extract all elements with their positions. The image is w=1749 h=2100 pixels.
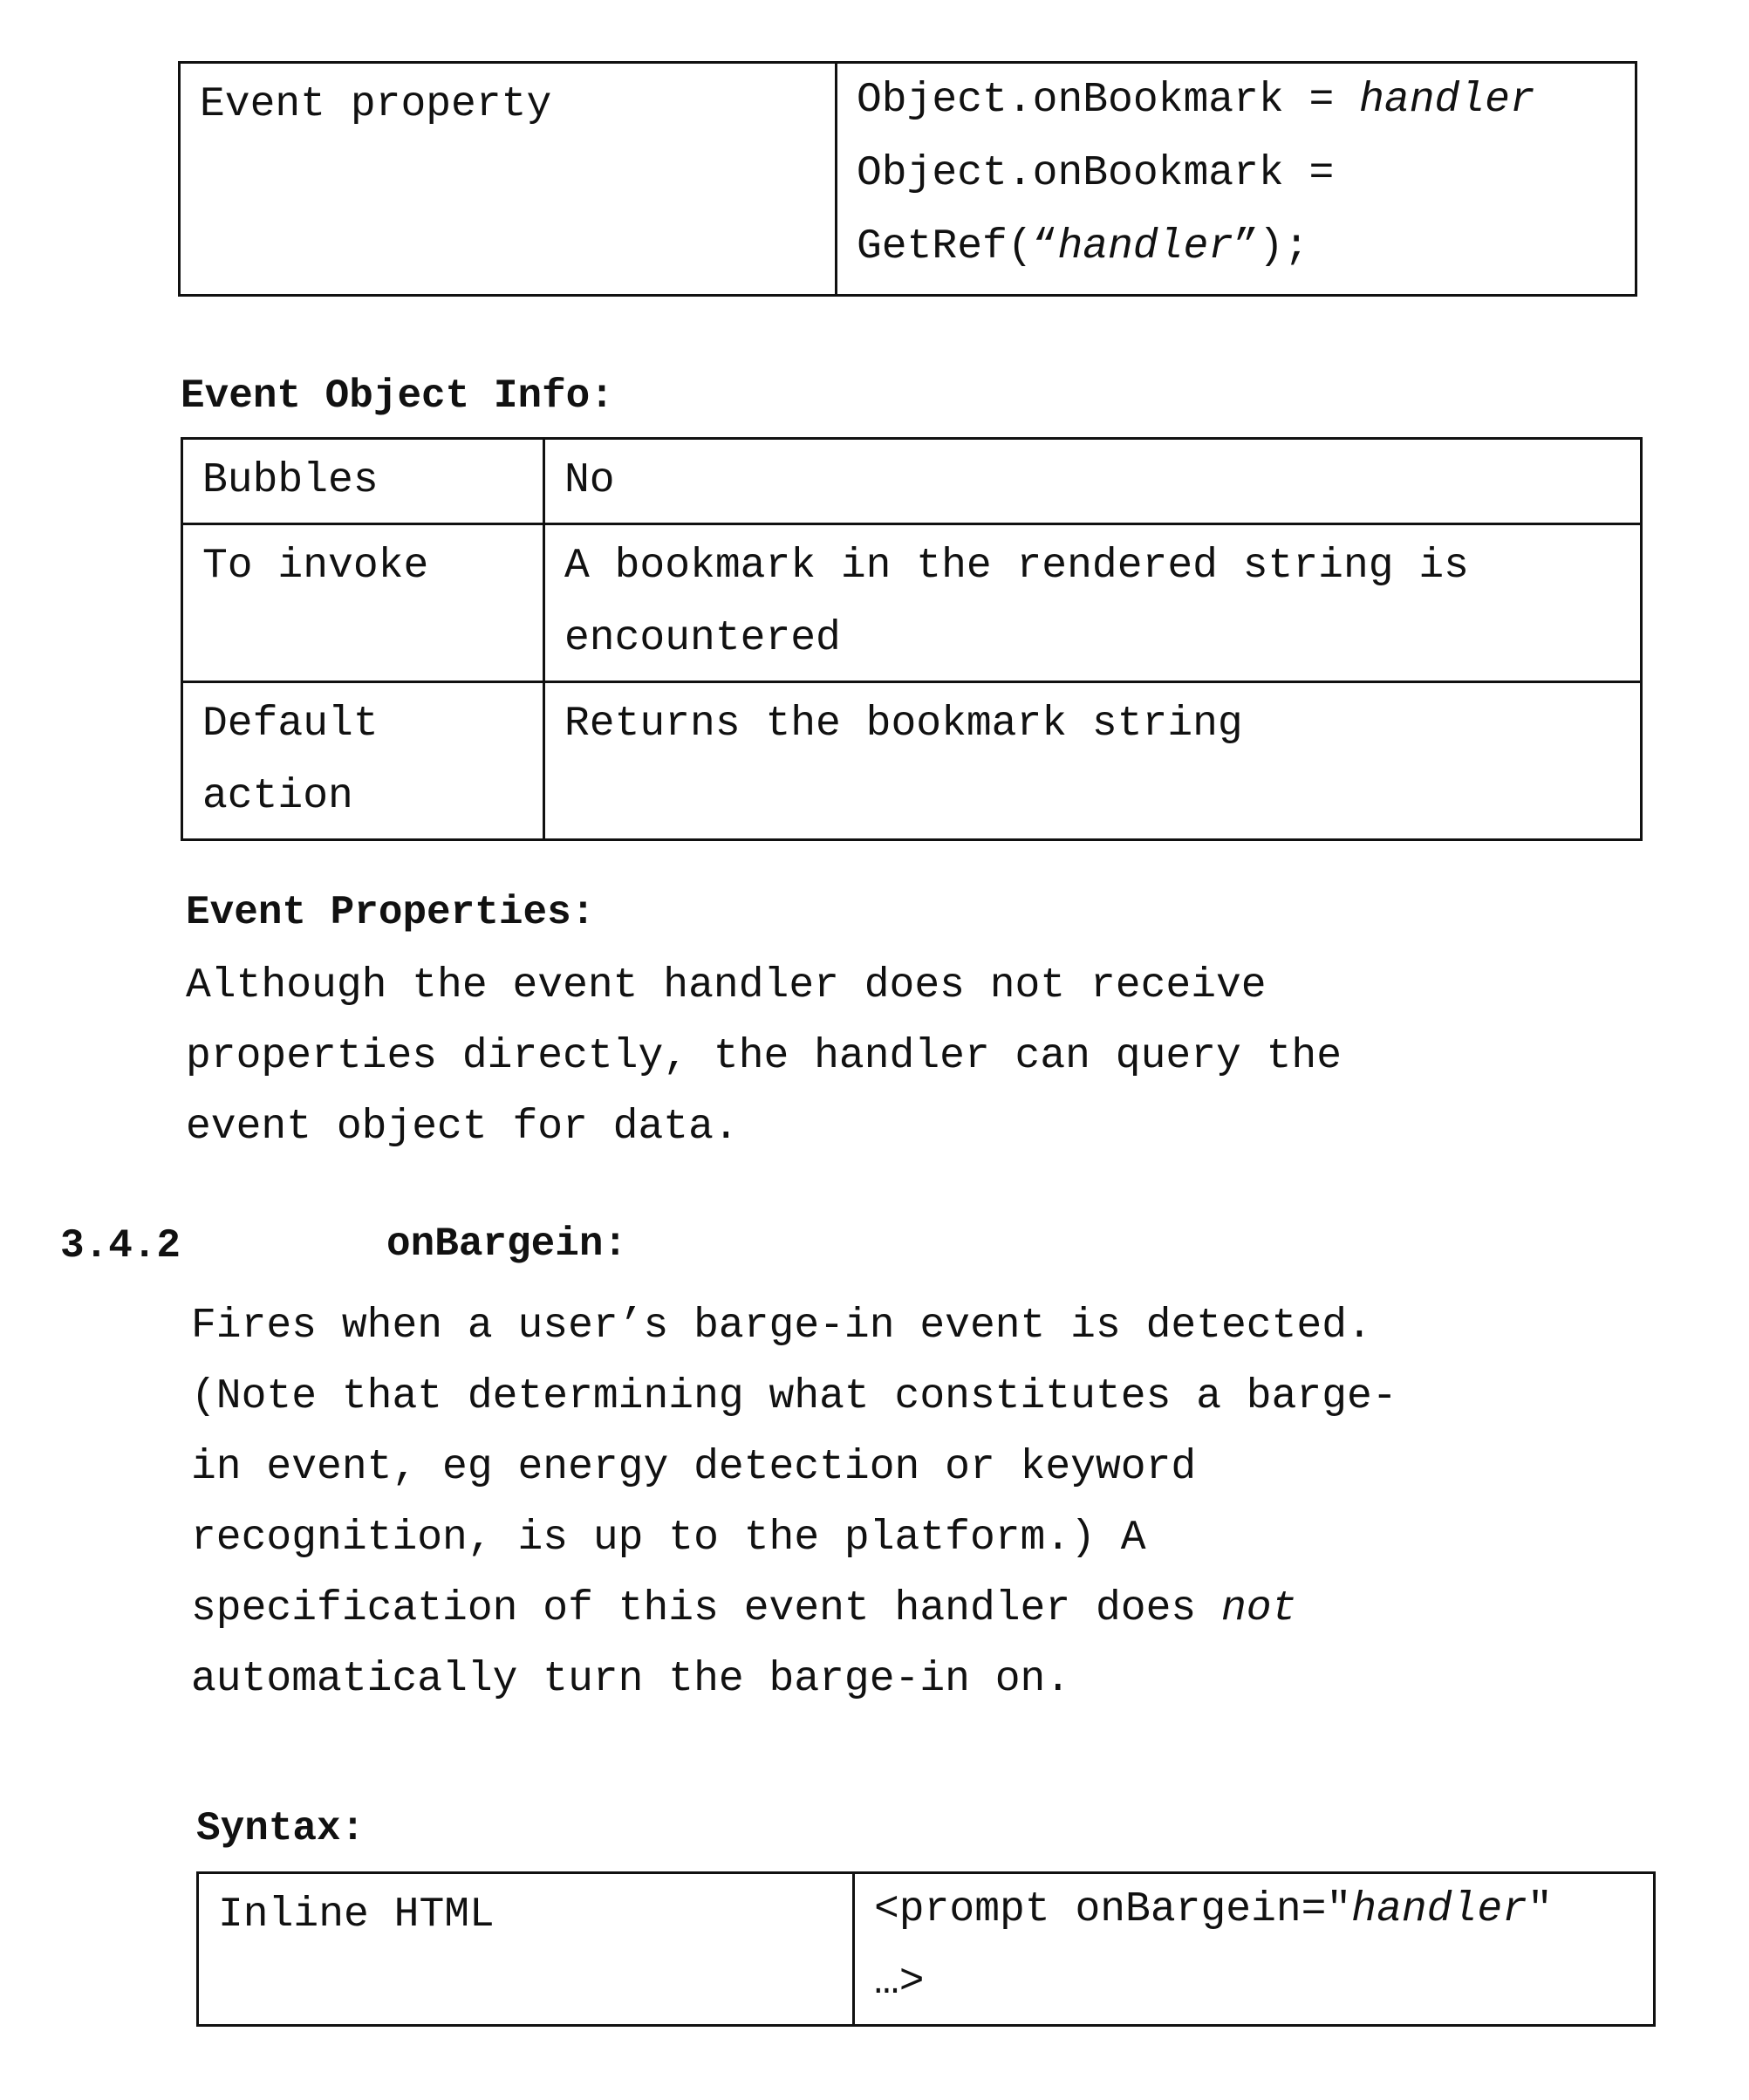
event-object-info-heading: Event Object Info: <box>181 373 614 419</box>
to-invoke-label: To invoke <box>182 524 544 682</box>
bubbles-value: No <box>544 439 1642 524</box>
syntax-code: <prompt onBargein="handler" …> <box>854 1873 1655 2026</box>
section-number: 3.4.2 <box>60 1223 181 1269</box>
event-properties-heading: Event Properties: <box>186 890 595 935</box>
section-title: onBargein: <box>386 1221 627 1267</box>
event-property-value: Object.onBookmark = handler Object.onBookmark = GetRef(“handler”); <box>837 63 1636 296</box>
bubbles-label: Bubbles <box>182 439 544 524</box>
event-property-label: Event property <box>180 63 837 296</box>
syntax-heading: Syntax: <box>196 1806 365 1851</box>
default-action-value: Returns the bookmark string <box>544 682 1642 840</box>
default-action-label: Default action <box>182 682 544 840</box>
to-invoke-value: A bookmark in the rendered string is encountered <box>544 524 1642 682</box>
event-object-info-table <box>181 437 1643 841</box>
event-properties-text: Although the event handler does not receive properties directly, the handler can query the event object for data. <box>186 951 1342 1163</box>
syntax-label: Inline HTML <box>198 1873 854 2026</box>
syntax-table <box>196 1871 1656 2027</box>
section-description: Fires when a user’s barge-in event is detected. (Note that determining what constitutes a barge- in event, eg energy detection or keyword recognition, is up to the platform.) A specification of this event handler does not automatically turn the barge-in on. <box>191 1291 1397 1715</box>
event-property-table <box>178 61 1637 297</box>
